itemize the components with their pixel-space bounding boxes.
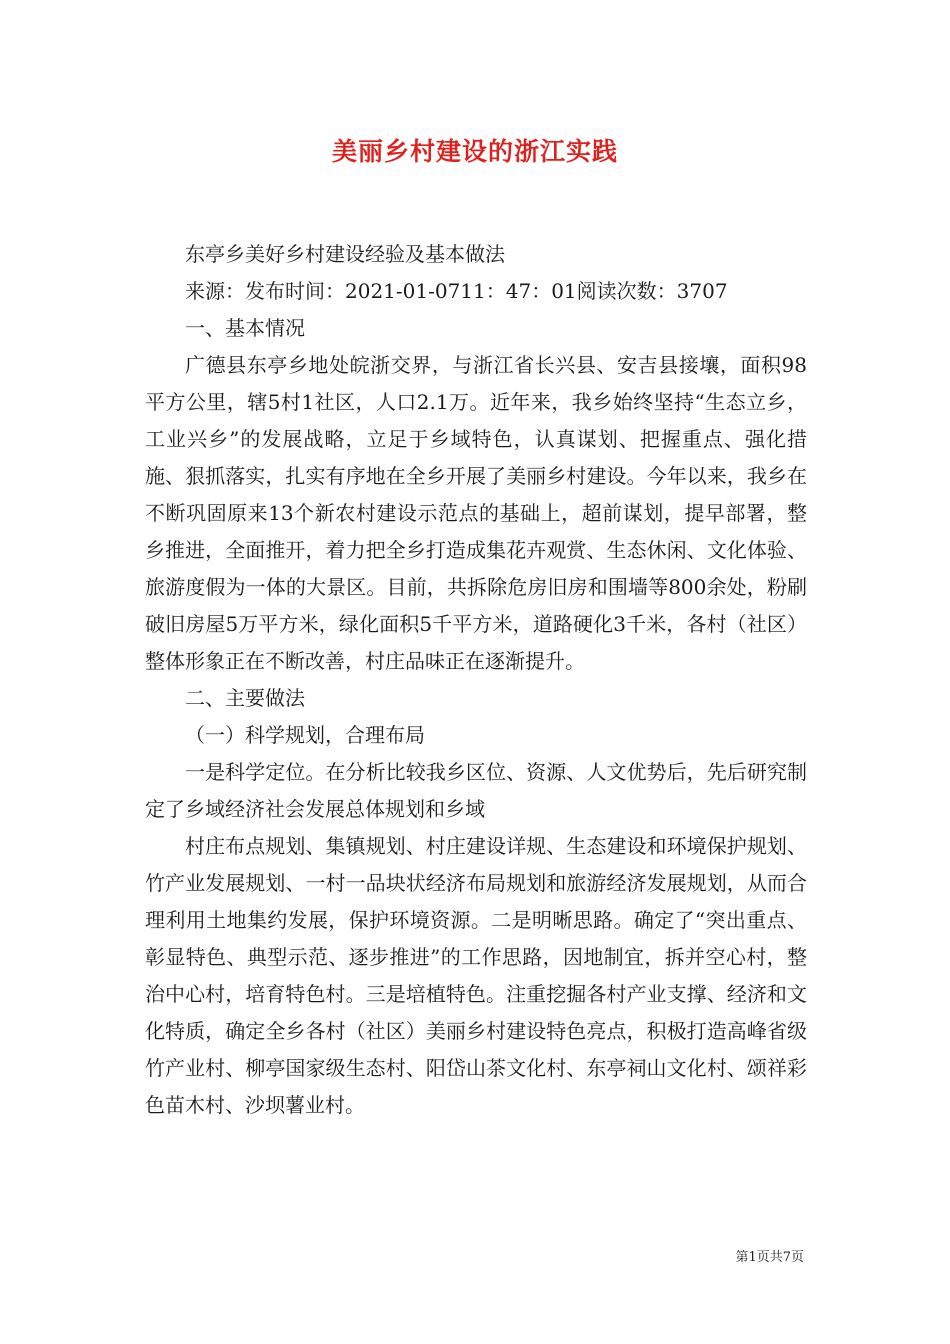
subsection-heading-planning: （一）科学规划，合理布局 — [185, 723, 425, 747]
article-subtitle: 东亭乡美好乡村建设经验及基本做法 — [185, 242, 505, 266]
page-number-footer: 第1页共7页 — [735, 1250, 804, 1265]
document-title: 美丽乡村建设的浙江实践 — [331, 137, 618, 166]
paragraph-planning-detail: 村庄布点规划、集镇规划、村庄建设详规、生态建设和环境保护规划、竹产业发展规划、一村一品块状经济布局规划和旅游经济发展规划，从而合理利用土地集约发展，保护环境资源。二是明晰思路。确定了“突出重点、彰显特色、典型示范、逐步推进”的工作思路，因地制宜，拆并空心村，整治中心村，培育特色村。三是培植特色。注重挖掘各村产业支撑、经济和文化特质，确定全乡各村（社区）美丽乡村建设特色亮点，积极打造高峰省级竹产业村、柳亭国家级生态村、阳岱山茶文化村、东亭祠山文化村、颂祥彩色苗木村、沙坝薯业村。 — [145, 834, 807, 1117]
meta-line: 来源：发布时间：2021-01-0711：47：01阅读次数：3707 — [185, 279, 728, 303]
document-body — [145, 236, 807, 1124]
section-heading-basic-info: 一、基本情况 — [185, 316, 305, 340]
section-heading-main-practices: 二、主要做法 — [185, 686, 305, 710]
paragraph-planning-intro: 一是科学定位。在分析比较我乡区位、资源、人文优势后，先后研究制定了乡域经济社会发展总体规划和乡域 — [145, 760, 807, 821]
paragraph-basic-info: 广德县东亭乡地处皖浙交界，与浙江省长兴县、安吉县接壤，面积98平方公里，辖5村1社区，人口2.1万。近年来，我乡始终坚持“生态立乡，工业兴乡”的发展战略，立足于乡域特色，认真谋划、把握重点、强化措施、狠抓落实，扎实有序地在全乡开展了美丽乡村建设。今年以来，我乡在不断巩固原来13个新农村建设示范点的基础上，超前谋划，提早部署，整乡推进，全面推开，着力把全乡打造成集花卉观赏、生态休闲、文化体验、旅游度假为一体的大景区。目前，共拆除危房旧房和围墙等800余处，粉刷破旧房屋5万平方米，绿化面积5千平方米，道路硬化3千米，各村（社区）整体形象正在不断改善，村庄品味正在逐渐提升。 — [145, 353, 807, 673]
